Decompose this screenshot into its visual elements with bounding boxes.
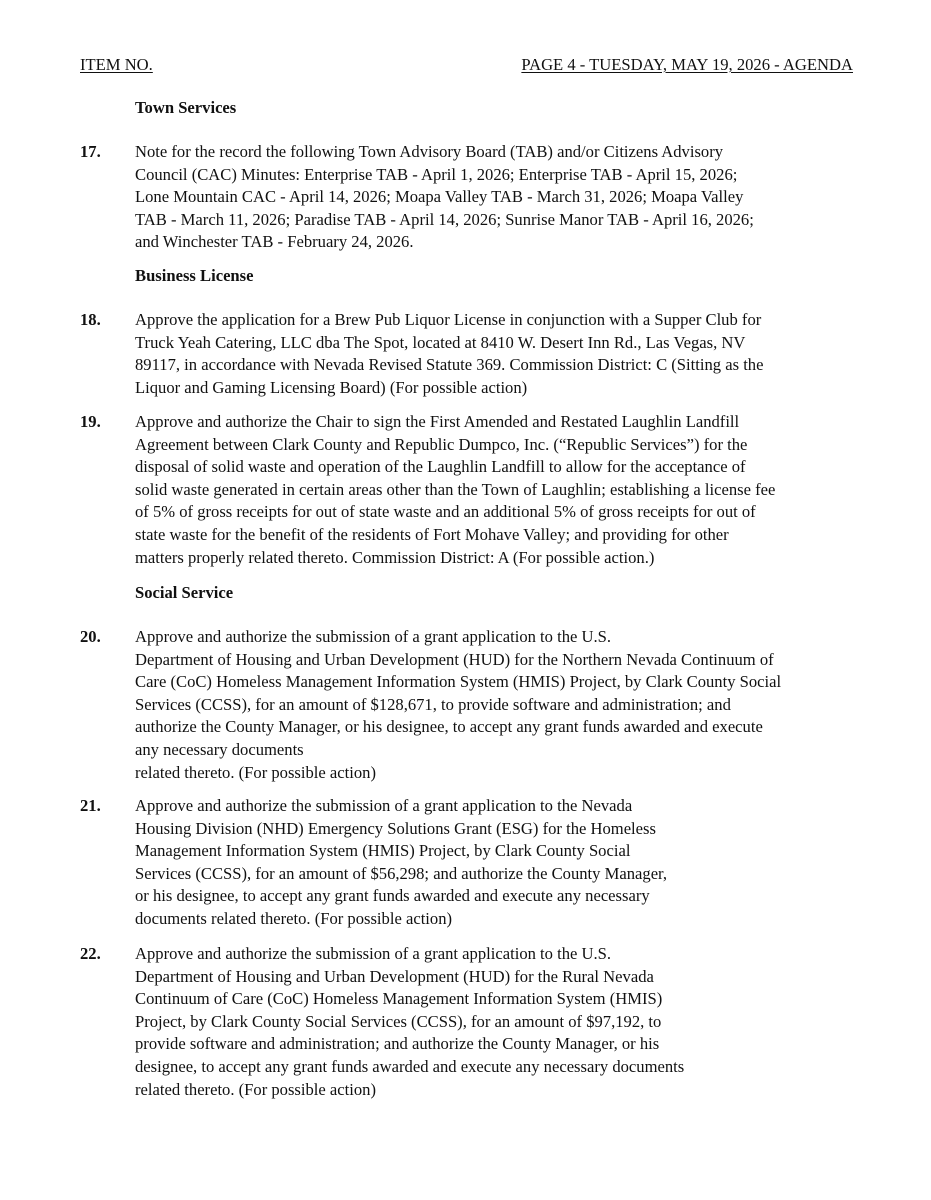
item-text xyxy=(135,309,763,399)
item-line: authorize the County Manager, or his designee, to accept any grant funds awarded and execute xyxy=(135,717,763,737)
item-line: Agreement between Clark County and Republic Dumpco, Inc. (“Republic Services”) for the xyxy=(135,434,748,454)
item-no-label: ITEM NO. xyxy=(80,55,153,74)
item-line: Department of Housing and Urban Development (HUD) for the Northern Nevada Continuum of xyxy=(135,649,774,669)
item-line: Care (CoC) Homeless Management Information System (HMIS) Project, by Clark County Social xyxy=(135,672,782,692)
item-number: 22. xyxy=(80,944,101,963)
item-line: related thereto. (For possible action) xyxy=(135,762,376,782)
item-line: solid waste generated in certain areas other than the Town of Laughlin; establishing a license fee xyxy=(135,479,776,499)
item-line: Truck Yeah Catering, LLC dba The Spot, located at 8410 W. Desert Inn Rd., Las Vegas, NV xyxy=(135,332,746,352)
page-date-label: PAGE 4 - TUESDAY, MAY 19, 2026 - AGENDA xyxy=(521,55,853,74)
item-line: Note for the record the following Town Advisory Board (TAB) and/or Citizens Advisory xyxy=(135,142,724,161)
item-line: Management Information System (HMIS) Project, by Clark County Social xyxy=(135,841,631,861)
item-number: 20. xyxy=(80,627,101,646)
item-text xyxy=(135,411,775,569)
item-line: and Winchester TAB - February 24, 2026. xyxy=(135,232,414,252)
item-line: any necessary documents xyxy=(135,739,304,759)
item-line: TAB - March 11, 2026; Paradise TAB - April 14, 2026; Sunrise Manor TAB - April 16, 2026; xyxy=(135,209,754,229)
item-line: related thereto. (For possible action) xyxy=(135,1079,376,1099)
item-line: documents related thereto. (For possible action) xyxy=(135,908,453,928)
item-text xyxy=(135,626,781,784)
item-line: of 5% of gross receipts for out of state waste and an additional 5% of gross receipts for out of xyxy=(135,502,756,522)
item-line: Approve and authorize the Chair to sign the First Amended and Restated Laughlin Landfill xyxy=(135,412,740,431)
item-number: 17. xyxy=(80,142,101,161)
item-line: Project, by Clark County Social Services (CCSS), for an amount of $97,192, to xyxy=(135,1011,662,1031)
item-line: Approve and authorize the submission of a grant application to the Nevada xyxy=(135,796,633,815)
item-line: Approve the application for a Brew Pub Liquor License in conjunction with a Supper Club for xyxy=(135,310,762,329)
item-line: disposal of solid waste and operation of the Laughlin Landfill to allow for the acceptance of xyxy=(135,457,746,477)
item-line: Services (CCSS), for an amount of $56,298; and authorize the County Manager, xyxy=(135,863,668,883)
page-header xyxy=(80,54,853,76)
item-line: Continuum of Care (CoC) Homeless Management Information System (HMIS) xyxy=(135,989,663,1009)
item-line: Housing Division (NHD) Emergency Solutions Grant (ESG) for the Homeless xyxy=(135,818,656,838)
section-heading-business-license: Business License xyxy=(135,266,254,285)
item-line: Services (CCSS), for an amount of $128,671, to provide software and administration; and xyxy=(135,694,731,714)
item-line: designee, to accept any grant funds awarded and execute any necessary documents xyxy=(135,1056,685,1076)
item-number: 19. xyxy=(80,412,101,431)
item-line: Liquor and Gaming Licensing Board) (For possible action) xyxy=(135,377,528,397)
section-heading-town-services: Town Services xyxy=(135,98,237,117)
item-line: Lone Mountain CAC - April 14, 2026; Moapa Valley TAB - March 31, 2026; Moapa Valley xyxy=(135,187,744,207)
item-line: state waste for the benefit of the residents of Fort Mohave Valley; and providing for other xyxy=(135,524,729,544)
item-line: provide software and administration; and authorize the County Manager, or his xyxy=(135,1034,660,1054)
item-line: matters properly related thereto. Commission District: A (For possible action.) xyxy=(135,547,655,567)
item-line: Approve and authorize the submission of a grant application to the U.S. xyxy=(135,627,612,646)
item-number: 21. xyxy=(80,796,101,815)
item-number: 18. xyxy=(80,310,101,329)
item-line: or his designee, to accept any grant funds awarded and execute any necessary xyxy=(135,886,650,906)
item-text xyxy=(135,943,684,1101)
item-text xyxy=(135,795,667,931)
item-line: Department of Housing and Urban Development (HUD) for the Rural Nevada xyxy=(135,966,654,986)
item-line: Council (CAC) Minutes: Enterprise TAB - April 1, 2026; Enterprise TAB - April 15, 2026; xyxy=(135,164,738,184)
section-heading-social-service: Social Service xyxy=(135,583,234,602)
item-line: Approve and authorize the submission of a grant application to the U.S. xyxy=(135,944,612,963)
item-text xyxy=(135,141,754,254)
item-line: 89117, in accordance with Nevada Revised Statute 369. Commission District: C (Sitting as the xyxy=(135,355,764,375)
